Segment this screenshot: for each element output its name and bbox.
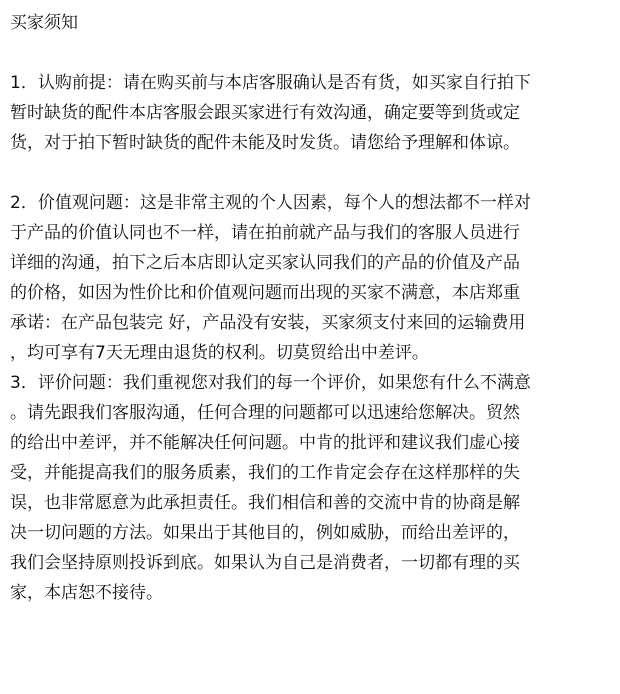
text-line: 家，本店恕不接待。 [10,583,163,603]
text-line: 的给出中差评，并不能解决任何问题。中肯的批评和建议我们虚心接 [10,433,520,453]
text-line: ，均可享有7天无理由退货的权利。切莫贸给出中差评。 [10,343,429,363]
text-line: 。请先跟我们客服沟通，任何合理的问题都可以迅速给您解决。贸然 [10,403,520,423]
text-line: 于产品的价值认同也不一样，请在拍前就产品与我们的客服人员进行 [10,223,520,243]
notice-document [10,8,618,608]
page-title: 买家须知 [10,13,78,33]
text-line: 暂时缺货的配件本店客服会跟买家进行有效沟通，确定要等到货或定 [10,103,520,123]
section-value-question [10,188,618,368]
text-line: 决一切问题的方法。如果出于其他目的，例如威胁，而给出差评的， [10,523,520,543]
spacer [10,38,618,68]
text-line: 详细的沟通，拍下之后本店即认定买家认同我们的产品的价值及产品 [10,253,520,273]
text-line: 3．评价问题：我们重视您对我们的每一个评价，如果您有什么不满意 [10,373,531,393]
text-line: 1．认购前提：请在购买前与本店客服确认是否有货，如买家自行拍下 [10,73,531,93]
section-purchase-prerequisite [10,68,618,158]
section-review-question [10,368,618,608]
text-line: 误，也非常愿意为此承担责任。我们相信和善的交流中肯的协商是解 [10,493,520,513]
text-line: 的价格，如因为性价比和价值观问题而出现的买家不满意，本店郑重 [10,283,520,303]
text-line: 货，对于拍下暂时缺货的配件未能及时发货。请您给予理解和体谅。 [10,133,520,153]
spacer [10,158,618,188]
text-line: 2．价值观问题：这是非常主观的个人因素，每个人的想法都不一样对 [10,193,531,213]
text-line: 我们会坚持原则投诉到底。如果认为自己是消费者，一切都有理的买 [10,553,520,573]
text-line: 承诺：在产品包装完 好，产品没有安装，买家须支付来回的运输费用 [10,313,526,333]
text-line: 受，并能提高我们的服务质素，我们的工作肯定会存在这样那样的失 [10,463,520,483]
